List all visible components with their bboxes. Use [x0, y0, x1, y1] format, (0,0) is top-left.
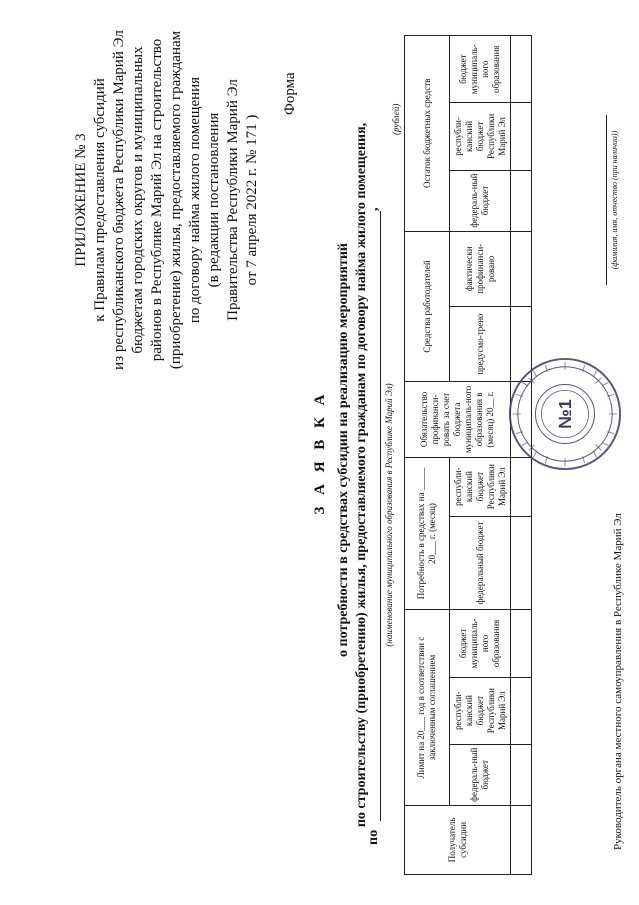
subheader-need-republic: республи-канский бюджет Республики Марий Эл	[450, 457, 511, 516]
head-of-authority-label: Руководитель органа местного самоуправления в Республике Марий Эл	[612, 513, 624, 850]
appendix-line: от 7 апреля 2022 г. № 171 )	[244, 114, 260, 286]
table-cell[interactable]	[511, 516, 532, 610]
table-cell[interactable]	[511, 170, 532, 231]
stamp-number: №1	[554, 399, 575, 429]
subheader-employers-planned: предусмо-трено	[450, 306, 511, 381]
appendix-line: к Правилам предоставления субсидий	[92, 78, 108, 322]
form-label: Форма	[282, 72, 298, 115]
municipality-suffix: ,	[366, 207, 381, 211]
table-cell[interactable]	[511, 610, 532, 677]
header-obligation: Обязательство профинанси-ровать за счет бюджета муниципаль-ного образования в (месяц) 20__ г.	[405, 382, 511, 457]
appendix-line: Правительства Республики Марий Эл	[225, 79, 241, 321]
table-cell[interactable]	[511, 103, 532, 170]
subheader-balance-municipal: бюджет муниципаль-ного образования	[450, 36, 511, 103]
header-recipient: Получатель субсидии	[405, 805, 511, 874]
header-balance: Остаток бюджетных средств	[405, 36, 450, 232]
header-employers: Средства работодателей	[405, 231, 450, 382]
units-label: (рублей)	[391, 103, 401, 135]
subheader-limit-federal: федераль-ный бюджет	[450, 744, 511, 805]
subheader-limit-municipal: бюджет муниципаль-ного образования	[450, 610, 511, 677]
document-subtitle	[335, 55, 371, 845]
municipality-prefix: по	[366, 829, 381, 845]
table-cell[interactable]	[511, 744, 532, 805]
appendix-line: из республиканского бюджета Республики Марий Эл	[111, 30, 127, 370]
signature-line[interactable]	[606, 115, 607, 285]
table-cell[interactable]	[511, 231, 532, 306]
appendix-line: по договору найма жилого помещения	[187, 76, 203, 324]
table-cell[interactable]	[511, 677, 532, 744]
municipality-caption: (наименование муниципального образования в Республике Марий Эл)	[384, 383, 394, 647]
subheader-balance-republic: республи-канский бюджет Республики Марий Эл	[450, 103, 511, 170]
subheader-limit-republic: республи-канский бюджет Республики Марий Эл	[450, 677, 511, 744]
appendix-line: районов в Республике Марий Эл на строительство	[149, 38, 165, 362]
signature-caption: (фамилия, имя, отчество (при наличии))	[610, 130, 619, 270]
subheader-balance-federal: федераль-ный бюджет	[450, 170, 511, 231]
appendix-line: (приобретение) жилья, предоставляемого гражданам	[168, 30, 184, 370]
table-cell[interactable]	[511, 805, 532, 874]
appendix-header	[72, 10, 262, 390]
table-header-row	[405, 36, 450, 875]
official-stamp-icon	[506, 355, 624, 473]
header-need: Потребность в средствах на _____ 20___ г. (месяц)	[405, 457, 450, 610]
subheader-need-federal: федеральный бюджет	[450, 516, 511, 610]
subheader-employers-actual: фактически профинанси-ровано	[450, 231, 511, 306]
document-title: З А Я В К А	[312, 390, 328, 515]
subtitle-line-1: о потребности в средствах субсидии на реализацию мероприятий	[336, 243, 351, 657]
appendix-line: бюджетам городских округов и муниципальных	[130, 46, 146, 354]
municipality-fill-line[interactable]	[380, 211, 381, 821]
subtitle-line-2: по строительству (приобретению) жилья, предоставляемого гражданам по договору найма жилого помещения,	[354, 122, 369, 828]
header-limit: Лимит на 20___ год в соответствии с заключенным соглашением	[405, 610, 450, 805]
table-cell[interactable]	[511, 36, 532, 103]
appendix-line: ПРИЛОЖЕНИЕ № 3	[73, 133, 89, 267]
appendix-line: (в редакции постановления	[206, 112, 222, 288]
